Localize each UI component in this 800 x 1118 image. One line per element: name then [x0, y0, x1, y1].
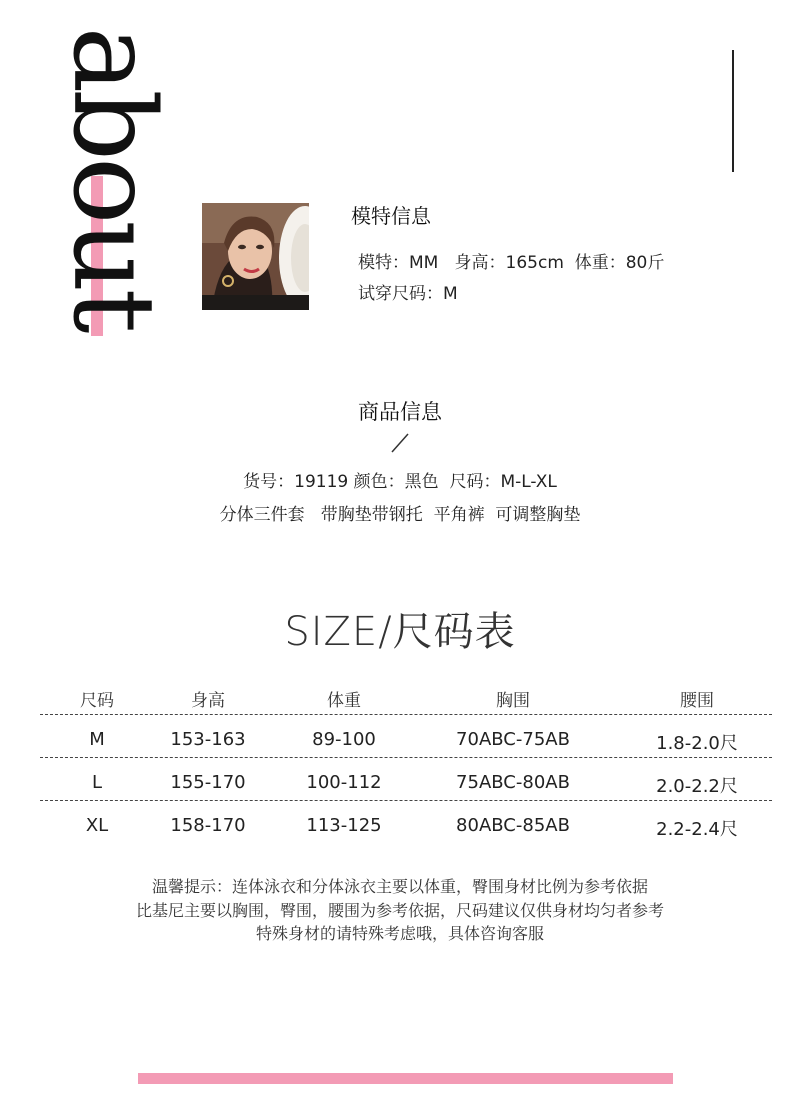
product-info-line-1: 货号：19119 颜色：黑色 尺码：M-L-XL — [243, 472, 557, 492]
model-info-line-1: 模特：MM 身高：165cm 体重：80斤 — [358, 253, 665, 273]
size-cell: M — [89, 729, 105, 750]
model-info-line-2: 试穿尺码：M — [358, 284, 458, 304]
tip-note-line-1: 温馨提示：连体泳衣和分体泳衣主要以体重，臀围身材比例为参考依据 — [151, 877, 648, 896]
waist-cell: 1.8-2.0尺 — [656, 733, 738, 754]
weight-cell: 113-125 — [306, 815, 382, 836]
product-info-line-2: 分体三件套 带胸垫带钢托 平角裤 可调整胸垫 — [219, 505, 581, 525]
table-row — [40, 801, 772, 844]
about-vertical-title: about — [48, 26, 178, 330]
height-cell: 153-163 — [170, 729, 246, 750]
bust-cell: 80ABC-85AB — [456, 815, 570, 836]
size-table-header-cell: 身高 — [191, 691, 225, 711]
bust-cell: 70ABC-75AB — [456, 729, 570, 750]
tip-note-line-3: 特殊身材的请特殊考虑哦，具体咨询客服 — [255, 924, 544, 943]
decorative-vertical-line — [732, 50, 734, 172]
size-chart-title: SIZE/尺码表 — [284, 609, 516, 655]
waist-cell: 2.0-2.2尺 — [656, 776, 738, 797]
size-cell: XL — [85, 815, 109, 836]
weight-cell: 100-112 — [306, 772, 382, 793]
model-portrait-photo — [202, 203, 309, 310]
size-table — [40, 682, 772, 844]
size-table-header-cell: 腰围 — [680, 691, 714, 711]
size-table-header-cell: 尺码 — [80, 691, 114, 711]
size-table-header-cell: 体重 — [327, 691, 361, 711]
height-cell: 155-170 — [170, 772, 246, 793]
table-row — [40, 715, 772, 758]
size-table-header-cell: 胸围 — [496, 691, 530, 711]
slash-divider-icon — [388, 432, 412, 454]
size-cell: L — [91, 772, 103, 793]
bust-cell: 75ABC-80AB — [456, 772, 570, 793]
table-row — [40, 758, 772, 801]
weight-cell: 89-100 — [312, 729, 376, 750]
model-info-heading: 模特信息 — [351, 204, 431, 228]
pink-accent-bar-horizontal — [138, 1073, 673, 1084]
waist-cell: 2.2-2.4尺 — [656, 819, 738, 840]
tip-note-line-2: 比基尼主要以胸围，臀围，腰围为参考依据，尺码建议仅供身材均匀者参考 — [135, 901, 664, 920]
product-info-heading: 商品信息 — [358, 400, 442, 424]
size-table-header-row — [40, 682, 772, 715]
height-cell: 158-170 — [170, 815, 246, 836]
